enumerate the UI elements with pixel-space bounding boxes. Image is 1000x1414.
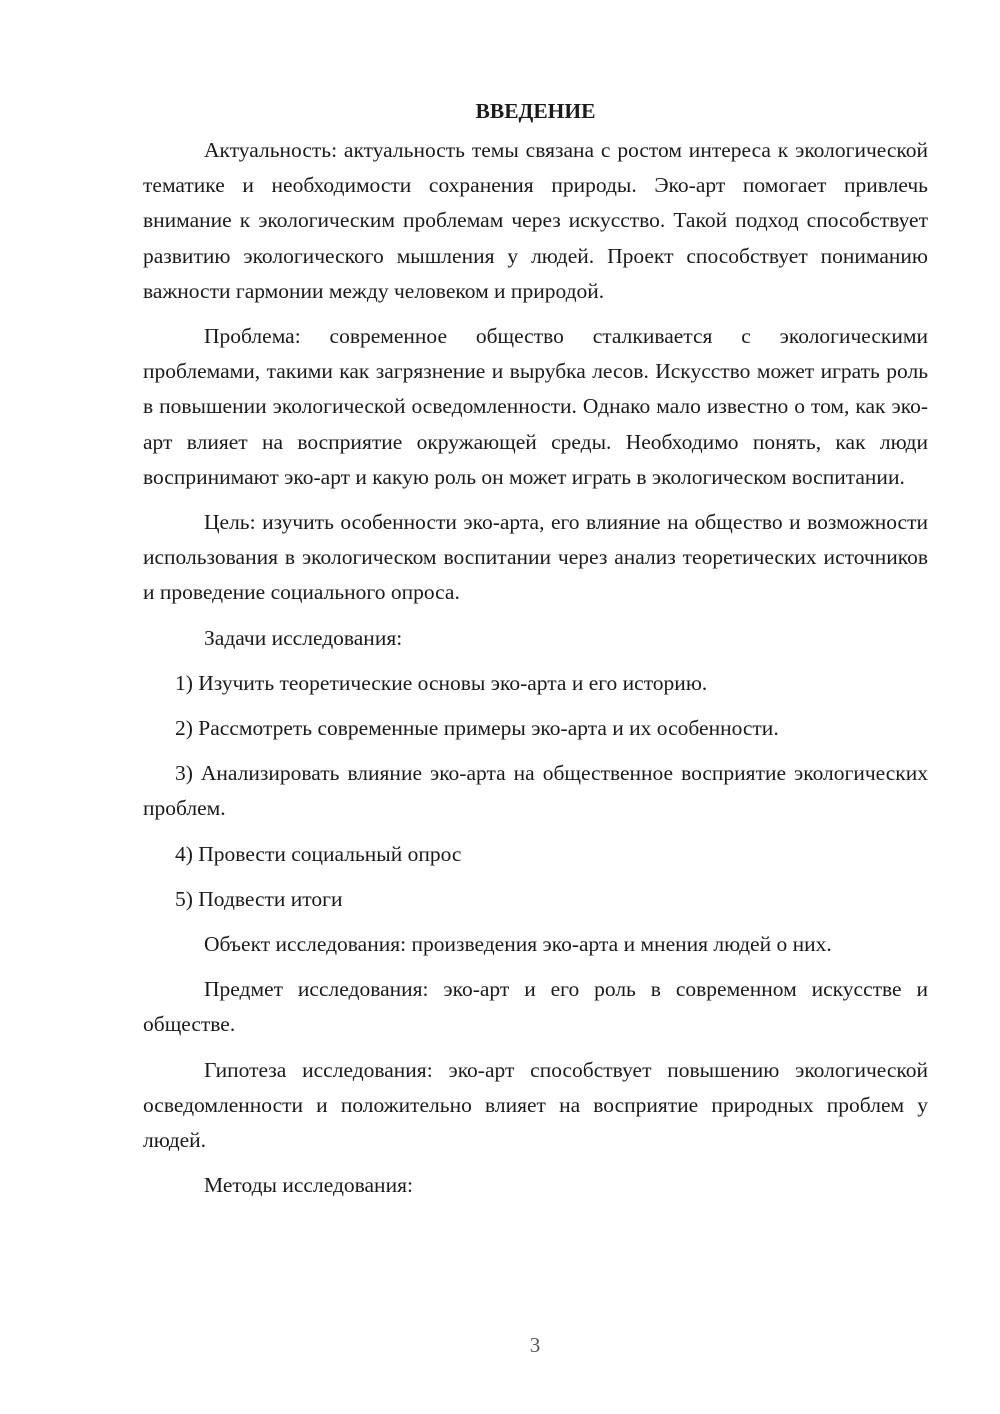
paragraph-goal: Цель: изучить особенности эко-арта, его влияние на общество и возможности использования в экологическом воспитании через анализ теоретических источников и проведение социального опроса. (143, 510, 928, 605)
paragraph-object: Объект исследования: произведения эко-арта и мнения людей о них. (204, 932, 832, 957)
paragraph-methods: Методы исследования: (204, 1173, 413, 1198)
page-number: 3 (529, 1333, 541, 1357)
task-item-1: 1) Изучить теоретические основы эко-арта и его историю. (175, 670, 708, 695)
task-item-4: 4) Провести социальный опрос (175, 841, 462, 866)
paragraph-problem: Проблема: современное общество сталкивается с экологическими проблемами, такими как загрязнение и вырубка лесов. Искусство может играть роль в повышении экологической осведомленности. Однако мало известно о том, как эко-арт влияет на восприятие окружающей среды. Необходимо понять, как люди воспринимают эко-арт и какую роль он может играть в экологическом воспитании. (143, 324, 928, 489)
section-title: ВВЕДЕНИЕ (475, 99, 596, 123)
paragraph-hypothesis: Гипотеза исследования: эко-арт способствует повышению экологической осведомленности и положительно влияет на восприятие природных проблем у людей. (143, 1057, 928, 1153)
document-page (143, 96, 928, 1213)
paragraph-tasks-heading: Задачи исследования: (204, 625, 403, 650)
paragraph-relevance: Актуальность: актуальность темы связана с ростом интереса к экологической тематике и необходимости сохранения природы. Эко-арт помогает привлечь внимание к экологическим проблемам через искусство. Такой подход способствует развитию экологического мышления у людей. Проект способствует пониманию важности гармонии между человеком и природой. (143, 138, 928, 303)
paragraph-subject: Предмет исследования: эко-арт и его роль в современном искусстве и обществе. (143, 977, 928, 1037)
task-item-2: 2) Рассмотреть современные примеры эко-арта и их особенности. (175, 716, 779, 741)
task-item-5: 5) Подвести итоги (175, 886, 343, 911)
task-item-3: 3) Анализировать влияние эко-арта на общественное восприятие экологических проблем. (143, 761, 928, 821)
